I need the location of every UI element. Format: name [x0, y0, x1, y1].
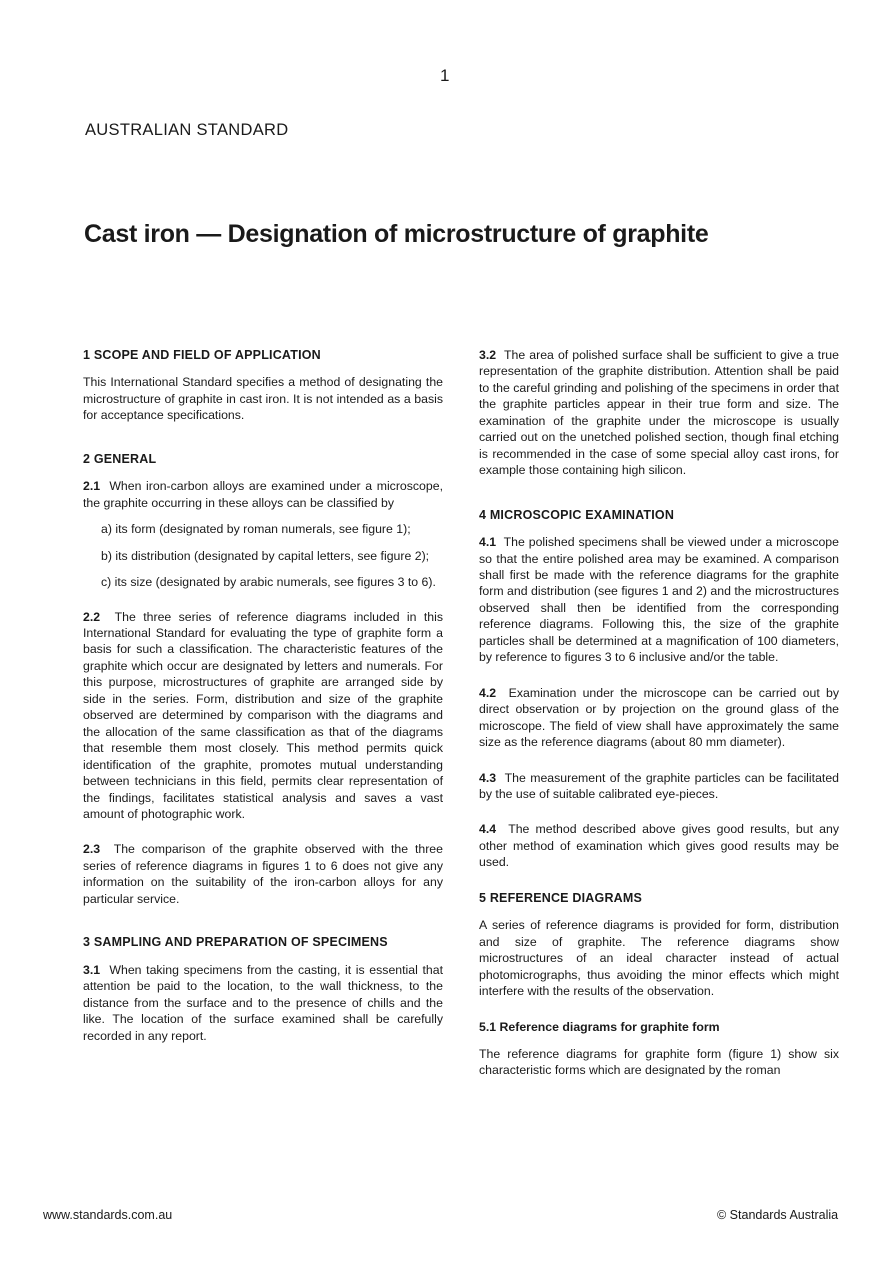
- paragraph-4-1: [479, 534, 839, 666]
- footer-website-url: www.standards.com.au: [43, 1208, 173, 1222]
- list-item-b: b) its distribution (designated by capital letters, see figure 2);: [101, 548, 430, 563]
- paragraph-2-1: [83, 478, 443, 511]
- page-number: 1: [440, 66, 450, 85]
- section-5-text: A series of reference diagrams is provided for form, distribution and size of graphite. The reference diagrams show microstructures of an ideal character instead of actual photomicrographs, thus avoiding the minor effects which might interfere with the results of the observation.: [479, 918, 839, 999]
- section-5-heading: 5 REFERENCE DIAGRAMS: [479, 890, 643, 905]
- paragraph-2-1-text: When iron-carbon alloys are examined under a microscope, the graphite occurring in these alloys can be classified by: [83, 479, 443, 510]
- paragraph-4-4: [479, 821, 839, 870]
- paragraph-2-1-number: 2.1: [83, 479, 101, 494]
- paragraph-3-1: [83, 962, 443, 1044]
- subsection-5-1-heading: 5.1 Reference diagrams for graphite form: [479, 1019, 720, 1034]
- paragraph-4-4-number: 4.4: [479, 822, 497, 837]
- paragraph-2-3-text: The comparison of the graphite observed with the three series of reference diagrams in figures 1 to 6 does not give any information on the suitability of the iron-carbon alloys for any particular service.: [83, 842, 443, 906]
- right-column: [479, 347, 839, 1079]
- paragraph-2-2-text: The three series of reference diagrams included in this International Standard for evaluating the type of graphite form a basis for such a classification. The characteristic features of the graphite which occur are designated by letters and numerals. For this purpose, microstructures of graphite are arranged side by side in the series. Form, distribution and size of the graphite observed are determined by comparison with the diagrams and the allocation of the same classification as that of the diagrams that resemble them most closely. This method permits quick identification of the graphite, promotes mutual understanding between technicians in this field, permits clear representation of the findings, facilitates statistical analysis and saves a vast amount of photographic work.: [83, 609, 443, 821]
- paragraph-4-1-number: 4.1: [479, 535, 497, 550]
- paragraph-4-2: [479, 685, 839, 751]
- section-3-heading: 3 SAMPLING AND PREPARATION OF SPECIMENS: [83, 935, 388, 950]
- section-4-heading: 4 MICROSCOPIC EXAMINATION: [479, 507, 675, 522]
- paragraph-4-3: [479, 770, 839, 803]
- standard-label: AUSTRALIAN STANDARD: [85, 121, 289, 139]
- paragraph-4-4-text: The method described above gives good results, but any other method of examination which gives good results may be used.: [479, 822, 839, 870]
- paragraph-3-2: [479, 347, 839, 479]
- list-item-a: a) its form (designated by roman numerals, see figure 1);: [101, 522, 411, 537]
- section-1-heading: 1 SCOPE AND FIELD OF APPLICATION: [83, 348, 321, 362]
- paragraph-4-3-text: The measurement of the graphite particles can be facilitated by the use of suitable calibrated eye-pieces.: [479, 770, 839, 801]
- paragraph-4-3-number: 4.3: [479, 770, 497, 785]
- subsection-5-1-text: The reference diagrams for graphite form (figure 1) show six characteristic forms which are designated by the roman: [479, 1046, 839, 1078]
- paragraph-3-2-number: 3.2: [479, 348, 497, 362]
- section-1-text: This International Standard specifies a method of designating the microstructure of graphite in cast iron. It is not intended as a basis for acceptance specifications.: [83, 375, 443, 423]
- paragraph-3-2-text: The area of polished surface shall be sufficient to give a true representation of the graphite distribution. Attention shall be paid to the careful grinding and polishing of the specimens in order that the graphite particles appear in their true form and size. The examination of the graphite under the microscope is usually carried out on the unetched polished section, though final etching is recommended in the case of some special alloy cast irons, for example those containing high silicon.: [479, 348, 839, 478]
- paragraph-2-2: [83, 609, 443, 823]
- paragraph-2-2-number: 2.2: [83, 609, 101, 624]
- paragraph-2-3-number: 2.3: [83, 842, 101, 857]
- footer-copyright: © Standards Australia: [717, 1208, 839, 1222]
- paragraph-2-3: [83, 841, 443, 907]
- list-item-c: c) its size (designated by arabic numerals, see figures 3 to 6).: [101, 575, 436, 590]
- left-column: [83, 347, 443, 1044]
- paragraph-4-1-text: The polished specimens shall be viewed under a microscope so that the entire polished area may be examined. A comparison shall first be made with the reference diagrams for the graphite form and distribution (see figures 1 and 2) and the microstructures observed shall then be identified from the corresponding reference diagrams. Following this, the size of the graphite particles shall be determined at a magnification of 100 diameters, by reference to figures 3 to 6 inclusive and/or the table.: [479, 535, 839, 665]
- paragraph-4-2-number: 4.2: [479, 685, 497, 700]
- paragraph-4-2-text: Examination under the microscope can be carried out by direct observation or by projection on the ground glass of the microscope. The field of view shall have approximately the same size as the reference diagrams (about 80 mm diameter).: [479, 685, 839, 750]
- paragraph-3-1-number: 3.1: [83, 962, 101, 977]
- section-2-heading: 2 GENERAL: [83, 451, 157, 466]
- paragraph-3-1-text: When taking specimens from the casting, it is essential that attention be paid to the location, to the wall thickness, to the distance from the surface and to the presence of chills and the like. The location of the surface examined shall be carefully recorded in any report.: [83, 962, 443, 1043]
- document-title: Cast iron — Designation of microstructure of graphite: [84, 220, 709, 248]
